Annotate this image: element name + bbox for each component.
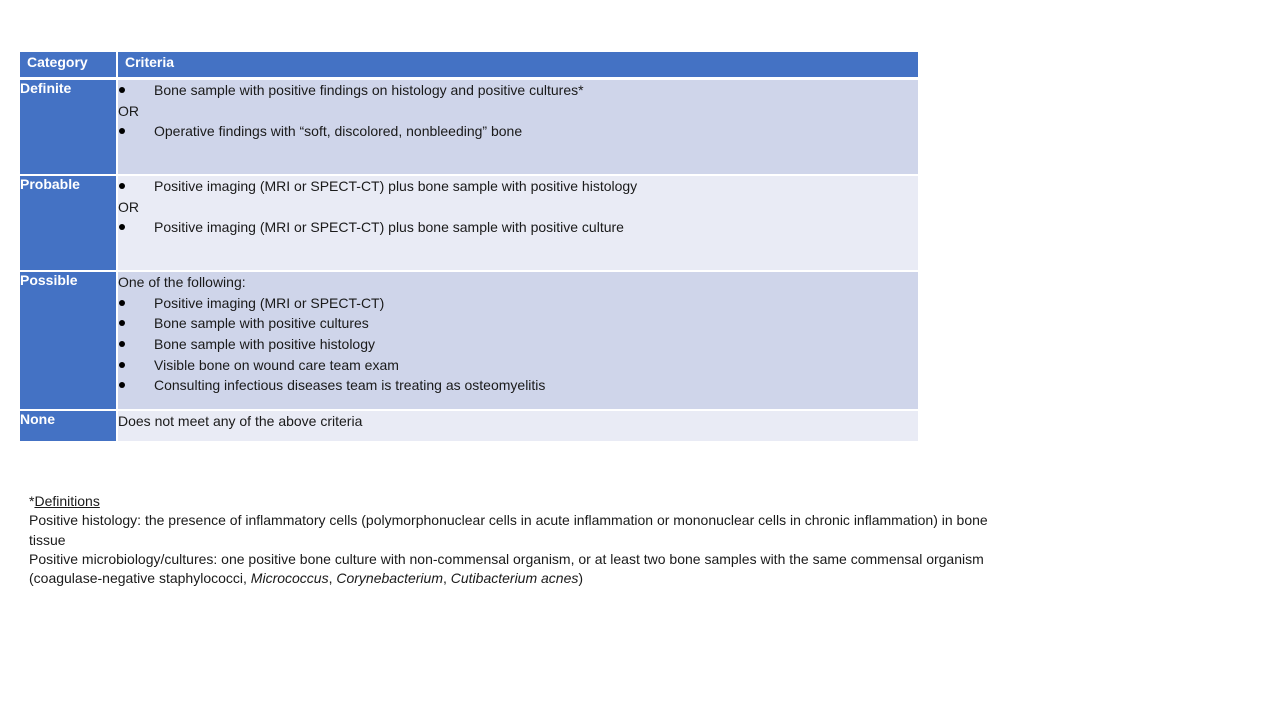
separator: , [442, 570, 451, 587]
category-none: None [20, 411, 118, 443]
list-item-text: Visible bone on wound care team exam [154, 356, 399, 373]
list-item-text: Positive imaging (MRI or SPECT-CT) plus bone sample with positive histology [154, 178, 638, 194]
criteria-probable [118, 176, 918, 272]
closing-paren: ) [578, 570, 584, 587]
or-connector: OR [118, 198, 139, 215]
list-item-text: Consulting infectious diseases team is treating as osteomyelitis [154, 377, 546, 394]
criteria-definite [118, 80, 918, 176]
list-item [118, 313, 918, 334]
bullet-icon [119, 382, 125, 388]
list-item-text: Positive imaging (MRI or SPECT-CT) plus bone sample with positive culture [154, 219, 624, 236]
definitions-footnote [29, 492, 989, 588]
or-connector: OR [118, 102, 139, 119]
category-probable: Probable [20, 176, 118, 272]
bullet-icon [119, 341, 125, 347]
bullet-icon [119, 320, 125, 326]
osteomyelitis-criteria-table [20, 52, 918, 443]
category-definite: Definite [20, 80, 118, 176]
category-possible: Possible [20, 272, 118, 411]
list-item [118, 355, 918, 376]
organism-name: Cutibacterium acnes [450, 570, 579, 587]
bullet-icon [119, 87, 125, 93]
organism-name: Micrococcus [250, 570, 329, 587]
list-item-text: Bone sample with positive findings on histology and positive cultures* [154, 82, 584, 98]
bullet-icon [119, 183, 125, 189]
bullet-icon [119, 128, 125, 134]
table-row-none [20, 411, 918, 443]
bullet-icon [119, 300, 125, 306]
header-category: Category [20, 52, 118, 80]
definitions-heading: Definitions [34, 493, 100, 509]
list-item [118, 121, 918, 142]
asterisk: * [29, 493, 35, 509]
list-item [118, 217, 918, 238]
histology-definition: Positive histology: the presence of inflammatory cells (polymorphonuclear cells in acute inflammation or mononuclear cells in chronic inflammation) in bone tissue [29, 512, 988, 548]
criteria-possible [118, 272, 918, 411]
list-item-text: Bone sample with positive cultures [154, 315, 369, 332]
bullet-icon [119, 362, 125, 368]
bullet-icon [119, 224, 125, 230]
definitions-heading-line [29, 492, 989, 511]
criteria-none [118, 411, 918, 443]
criteria-none-text: Does not meet any of the above criteria [118, 413, 363, 429]
list-item-text: Operative findings with “soft, discolored, nonbleeding” bone [154, 123, 523, 140]
table-row-probable [20, 176, 918, 272]
list-item-text: Bone sample with positive histology [154, 336, 376, 353]
organism-name: Corynebacterium [336, 570, 443, 587]
separator: , [328, 570, 337, 587]
microbiology-definition [29, 550, 989, 589]
list-item-text: Positive imaging (MRI or SPECT-CT) [154, 294, 385, 311]
list-item [118, 80, 918, 101]
table-row-possible [20, 272, 918, 411]
table-row-definite [20, 80, 918, 176]
table-header-row [20, 52, 918, 80]
list-item [118, 293, 918, 314]
list-item [118, 375, 918, 396]
list-item [118, 176, 918, 197]
header-criteria: Criteria [118, 52, 918, 80]
list-item [118, 334, 918, 355]
possible-intro: One of the following: [118, 274, 246, 290]
microbiology-text: Positive microbiology/cultures: one positive bone culture with non-commensal organism, or at least two bone samples with the same commensal organism (coagulase-negative staphylococci, [29, 550, 984, 587]
